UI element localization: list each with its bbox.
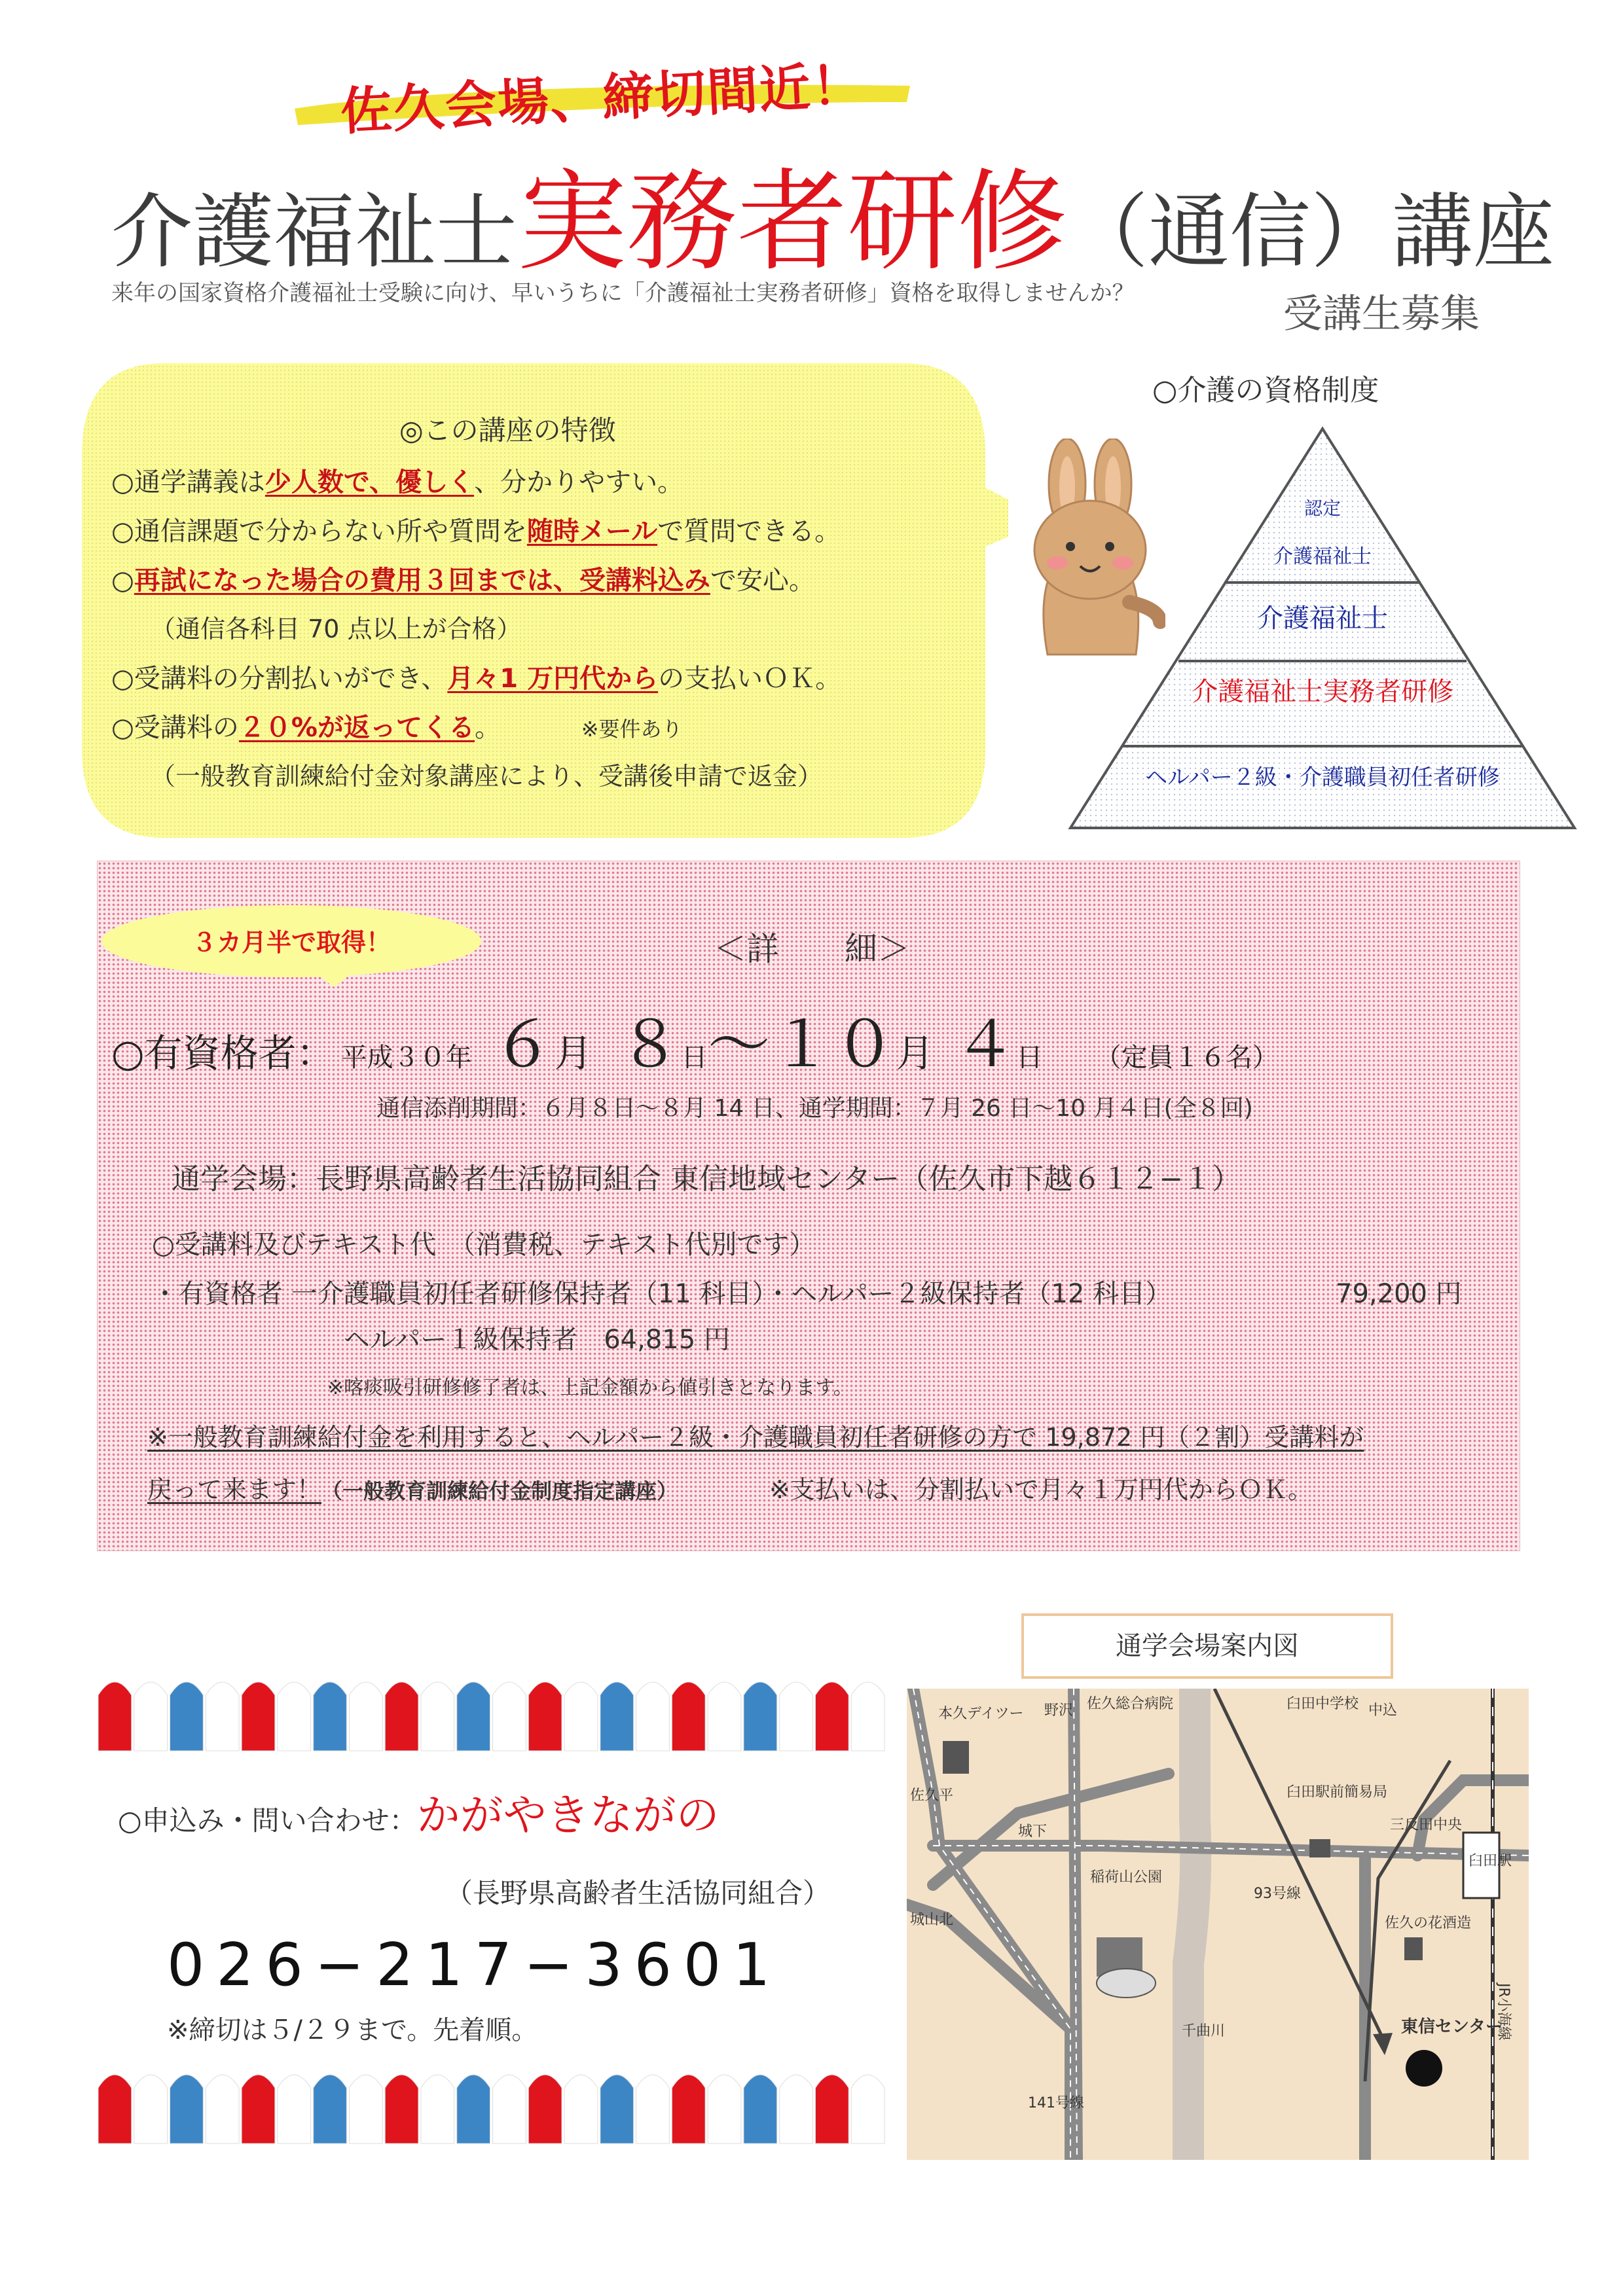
- map-label: 佐久総合病院: [1087, 1696, 1174, 1712]
- phone-number[interactable]: 026−217−3601: [167, 1931, 782, 2000]
- feature-note: （一般教育訓練給付金対象講座により、受講後申請で返金）: [151, 762, 823, 791]
- map-label: 本久デイツー: [938, 1706, 1024, 1722]
- contact-label: ○申込み・問い合わせ：: [118, 1804, 417, 1837]
- map-label: 野沢: [1044, 1702, 1074, 1719]
- awning-stripe: [815, 1682, 848, 1751]
- awning-stripe: [385, 1682, 418, 1751]
- banner-text: 佐久会場、締切間近！: [339, 56, 866, 142]
- map-label: 佐久平: [910, 1787, 954, 1804]
- awning-stripe: [672, 1682, 705, 1751]
- awning-stripe: [564, 1682, 598, 1751]
- lead-text: 来年の国家資格介護福祉士受験に向け、早いうちに「介護福祉士実務者研修」資格を取得しませんか？: [111, 280, 1135, 306]
- awning-stripe: [98, 2075, 132, 2144]
- course-period: ○有資格者： 平成３０年 ６月 ８日〜１０月 ４日 （定員１６名）: [111, 1008, 1279, 1081]
- page-title: [111, 134, 1555, 292]
- venue-map: [907, 1689, 1529, 2160]
- awning-stripe: [600, 1682, 634, 1751]
- feature-emphasis: 再試になった場合の費用３回までは、受講料込み: [134, 565, 710, 596]
- pyramid-heading: ○介護の資格制度: [1152, 374, 1379, 407]
- awning-stripe: [206, 1682, 239, 1751]
- feature-item: ○通学講義は少人数で、優しく、分かりやすい。: [111, 467, 684, 497]
- feature-item: ○再試になった場合の費用３回までは、受講料込みで安心。: [111, 565, 815, 596]
- map-label: 城山北: [910, 1912, 954, 1928]
- feature-emphasis: 月々1 万円代から: [447, 664, 659, 694]
- awning-stripe: [744, 1682, 777, 1751]
- map-title: 通学会場案内図: [1021, 1613, 1393, 1679]
- pyramid-level-4: ヘルパー２級・介護職員初任者研修: [1145, 764, 1500, 791]
- awning-stripe: [170, 2075, 204, 2144]
- destination-marker-icon: [1406, 2050, 1442, 2087]
- deadline-banner: [288, 56, 917, 142]
- feature-item: ○受講料の２０%が返ってくる。 ※要件あり: [111, 713, 683, 743]
- map-label: 141号線: [1028, 2095, 1084, 2111]
- awning-stripe: [457, 2075, 490, 2144]
- map-label: 臼田駅前簡易局: [1286, 1784, 1388, 1801]
- feature-emphasis: 随時メール: [526, 516, 658, 547]
- map-label: 佐久の花酒造: [1385, 1915, 1472, 1931]
- requirement-note: ※要件あり: [581, 717, 683, 742]
- feature-item: ○通信課題で分からない所や質問を随時メールで質問できる。: [111, 516, 841, 547]
- schedule-line: 通信添削期間：６月８日〜８月 14 日、通学期間：７月 26 日〜10 月４日(全８回): [376, 1095, 1253, 1122]
- awning-stripe: [851, 2075, 884, 2144]
- awning-stripe: [134, 1682, 168, 1751]
- awning-stripe: [493, 2075, 526, 2144]
- benefit-line-2: 戻って来ます！（一般教育訓練給付金制度指定講座） ※支払いは、分割払いで月々１万円代からＯＫ。: [147, 1475, 1313, 1504]
- awning-top-decoration: [97, 1676, 886, 1753]
- pyramid-level-2: 介護福祉士: [1257, 603, 1388, 634]
- fee-line-2: ヘルパー１級保持者 64,815 円: [344, 1325, 730, 1355]
- organization-name: かがやきながの: [416, 1790, 720, 1840]
- duration-tag: [98, 903, 484, 988]
- awning-stripe: [815, 2075, 848, 2144]
- benefit-line-1: ※一般教育訓練給付金を利用すると、ヘルパー２級・介護職員初任者研修の方で 19,872 円（２割）受講料が: [147, 1423, 1364, 1452]
- feature-emphasis: ２０%が返ってくる: [238, 713, 475, 743]
- qualified-label: ○有資格者: [111, 1031, 297, 1075]
- map-label: 稲荷山公園: [1090, 1869, 1163, 1886]
- pyramid-level-3: 介護福祉士実務者研修: [1192, 677, 1453, 707]
- awning-stripe: [314, 2075, 347, 2144]
- fee-note: ※喀痰吸引研修修了者は、上記金額から値引きとなります。: [327, 1376, 853, 1399]
- awning-stripe: [421, 1682, 454, 1751]
- awning-stripe: [457, 1682, 490, 1751]
- details-heading: ＜詳 細＞: [714, 930, 910, 968]
- contact-line: [118, 1780, 720, 1842]
- map-label: 臼田中学校: [1286, 1696, 1359, 1712]
- awning-stripe: [851, 1682, 884, 1751]
- recruit-label: 受講生募集: [1283, 291, 1480, 337]
- fee-heading: ○受講料及びテキスト代 （消費税、テキスト代別です）: [152, 1230, 816, 1260]
- awning-stripe: [206, 2075, 239, 2144]
- awning-stripe: [98, 1682, 132, 1751]
- end-month: １０: [770, 1008, 896, 1081]
- awning-stripe: [242, 1682, 275, 1751]
- awning-bottom-decoration: [97, 2068, 886, 2145]
- awning-stripe: [564, 2075, 598, 2144]
- features-heading: ◎この講座の特徴: [399, 414, 616, 446]
- map-label: 93号線: [1254, 1886, 1301, 1902]
- awning-stripe: [385, 2075, 418, 2144]
- title-part-2: 実務者研修: [517, 158, 1068, 286]
- awning-stripe: [314, 1682, 347, 1751]
- awning-stripe: [672, 2075, 705, 2144]
- duration-tag-text: ３カ月半で取得！: [191, 928, 391, 957]
- title-part-1: 介護福祉士: [111, 185, 518, 279]
- awning-stripe: [528, 2075, 562, 2144]
- organization-full-name: （長野県高齢者生活協同組合）: [445, 1877, 831, 1909]
- awning-stripe: [278, 2075, 311, 2144]
- end-day: ４: [953, 1008, 1017, 1081]
- capacity: （定員１６名）: [1095, 1043, 1279, 1073]
- awning-stripe: [780, 1682, 813, 1751]
- feature-emphasis: 少人数で、優しく: [264, 467, 475, 497]
- feature-item: ○受講料の分割払いができ、月々1 万円代からの支払いＯＫ。: [111, 664, 842, 694]
- awning-stripe: [421, 2075, 454, 2144]
- awning-stripe: [636, 1682, 670, 1751]
- awning-stripe: [349, 1682, 382, 1751]
- map-label: 城下: [1018, 1823, 1048, 1840]
- river: [1188, 1689, 1195, 2160]
- era-year: 平成３０年: [340, 1043, 472, 1073]
- awning-stripe: [349, 2075, 382, 2144]
- awning-stripe: [278, 1682, 311, 1751]
- start-month: ６: [491, 1008, 555, 1081]
- deadline-note: ※締切は５/２９まで。先着順。: [167, 2015, 538, 2045]
- awning-stripe: [744, 2075, 777, 2144]
- map-label: 臼田駅: [1468, 1853, 1512, 1869]
- venue-line: 通学会場：長野県高齢者生活協同組合 東信地域センター（佐久市下越６１２−１）: [172, 1162, 1241, 1196]
- awning-stripe: [708, 1682, 741, 1751]
- pyramid-level-1b: 介護福祉士: [1273, 545, 1372, 568]
- map-label: JR小海線: [1495, 1983, 1512, 2041]
- map-label-destination: 東信センター: [1401, 2017, 1503, 2037]
- map-label: 三反田中央: [1390, 1817, 1463, 1833]
- fee-line-1: ・有資格者 一介護職員初任者研修保持者（11 科目）・ヘルパー２級保持者（12 科目）: [152, 1279, 1172, 1309]
- awning-stripe: [708, 2075, 741, 2144]
- feature-note: （通信各科目 70 点以上が合格）: [151, 615, 522, 643]
- map-label: 中込: [1368, 1702, 1398, 1719]
- awning-stripe: [170, 1682, 204, 1751]
- awning-stripe: [242, 2075, 275, 2144]
- start-day: ８: [618, 1008, 682, 1081]
- awning-stripe: [493, 1682, 526, 1751]
- awning-stripe: [528, 1682, 562, 1751]
- awning-stripe: [134, 2075, 168, 2144]
- fee-price-1: 79,200 円: [1336, 1279, 1462, 1309]
- awning-stripe: [636, 2075, 670, 2144]
- awning-stripe: [780, 2075, 813, 2144]
- map-label: 千曲川: [1182, 2023, 1226, 2039]
- pyramid-level-1: 認定: [1304, 497, 1341, 519]
- awning-stripe: [600, 2075, 634, 2144]
- title-part-3: （通信）講座: [1067, 185, 1555, 279]
- building-icon: [943, 1741, 969, 1774]
